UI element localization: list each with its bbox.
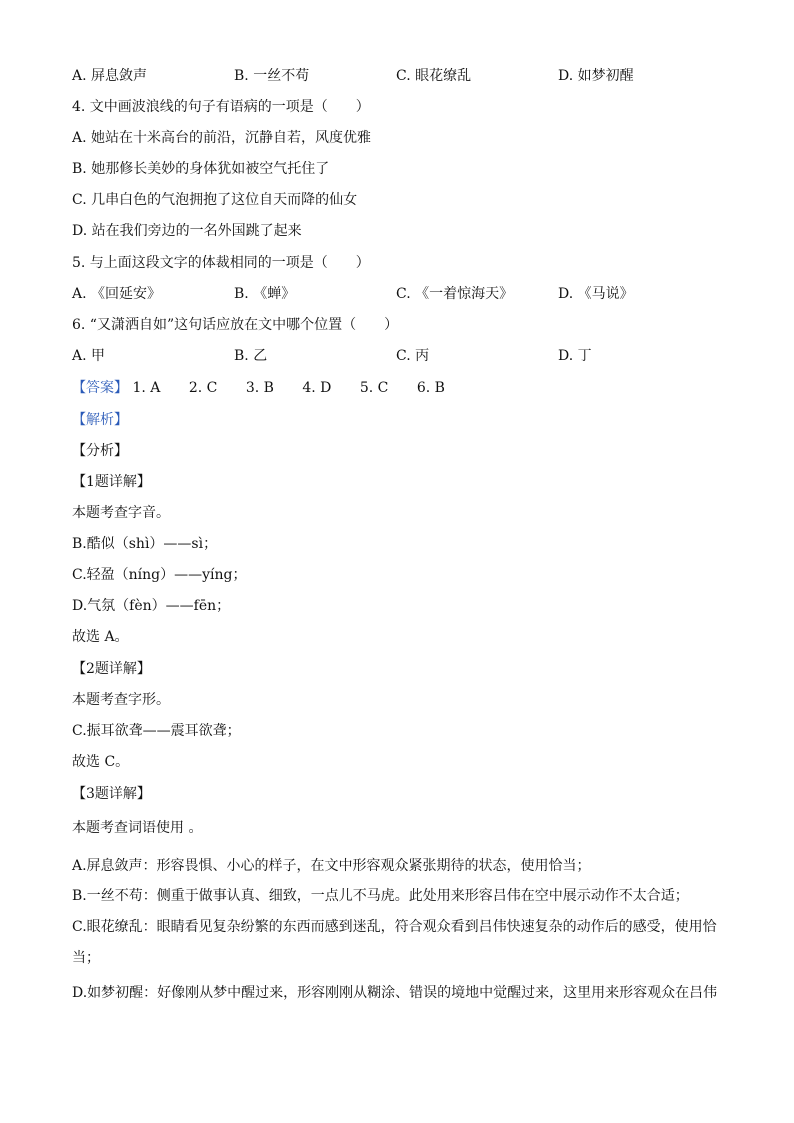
q5-option-a: A. 《回延安》	[72, 286, 162, 302]
jiexi-label: 【解析】	[72, 412, 128, 428]
detail1-line: B.酷似（shì）——sì；	[72, 536, 218, 552]
detail1-line: D.气氛（fèn）——fēn；	[72, 598, 231, 614]
q4-option-a: A. 她站在十米高台的前沿，沉静自若，风度优雅	[72, 130, 372, 146]
answer-item: 3. B	[245, 380, 274, 396]
fenxi-label: 【分析】	[72, 443, 128, 459]
q4-option-c: C. 几串白色的气泡拥抱了这位自天而降的仙女	[72, 192, 358, 208]
answer-item: 5. C	[359, 380, 389, 396]
answer-item: 6. B	[416, 380, 445, 396]
q5-stem: 5. 与上面这段文字的体裁相同的一项是（ ）	[72, 255, 370, 271]
q6-option-a: A. 甲	[72, 348, 106, 364]
q6-option-c: C. 丙	[396, 348, 430, 364]
q4-option-d: D. 站在我们旁边的一名外国跳了起来	[72, 223, 302, 239]
detail2-line: 故选 C。	[72, 754, 130, 770]
q6-option-b: B. 乙	[234, 348, 268, 364]
q3-option-a: A. 屏息敛声	[72, 68, 148, 84]
q3-option-b: B. 一丝不苟	[234, 68, 310, 84]
answer-item: 4. D	[302, 380, 332, 396]
answer-item: 2. C	[188, 380, 218, 396]
detail2-line: 本题考查字形。	[72, 692, 170, 708]
q5-option-d: D. 《马说》	[558, 286, 634, 302]
detail3-line: 本题考查词语使用 。	[72, 820, 203, 836]
q6-option-d: D. 丁	[558, 348, 592, 364]
answer-line	[72, 378, 469, 398]
detail1-line: 故选 A。	[72, 629, 129, 645]
detail3-line: 当；	[72, 950, 100, 966]
detail3-line: D.如梦初醒：好像刚从梦中醒过来，形容刚刚从糊涂、错误的境地中觉醒过来，这里用来形容观众在吕伟	[72, 985, 718, 1001]
detail3-label: 【3题详解】	[72, 786, 151, 802]
detail1-line: 本题考查字音。	[72, 505, 170, 521]
q4-option-b: B. 她那修长美妙的身体犹如被空气托住了	[72, 161, 330, 177]
answer-item: 1. A	[132, 380, 161, 396]
q5-option-b: B. 《蝉》	[234, 286, 296, 302]
detail2-label: 【2题详解】	[72, 661, 151, 677]
detail1-line: C.轻盈（níng）——yíng；	[72, 567, 247, 583]
q3-option-d: D. 如梦初醒	[558, 68, 634, 84]
detail3-line: C.眼花缭乱：眼睛看见复杂纷繁的东西而感到迷乱，符合观众看到吕伟快速复杂的动作后的感受，使用恰	[72, 919, 717, 935]
q6-stem: 6. “又潇洒自如”这句话应放在文中哪个位置（ ）	[72, 317, 399, 333]
detail1-label: 【1题详解】	[72, 474, 151, 490]
detail3-line: A.屏息敛声：形容畏惧、小心的样子，在文中形容观众紧张期待的状态，使用恰当；	[72, 858, 591, 874]
q4-stem: 4. 文中画波浪线的句子有语病的一项是（ ）	[72, 99, 370, 115]
detail2-line: C.振耳欲聋——震耳欲聋；	[72, 723, 241, 739]
detail3-line: B.一丝不苟：侧重于做事认真、细致，一点儿不马虎。此处用来形容吕伟在空中展示动作不太合适；	[72, 888, 689, 904]
q5-option-c: C. 《一着惊海天》	[396, 286, 514, 302]
q3-option-c: C. 眼花缭乱	[396, 68, 472, 84]
answer-label: 【答案】	[72, 380, 128, 396]
